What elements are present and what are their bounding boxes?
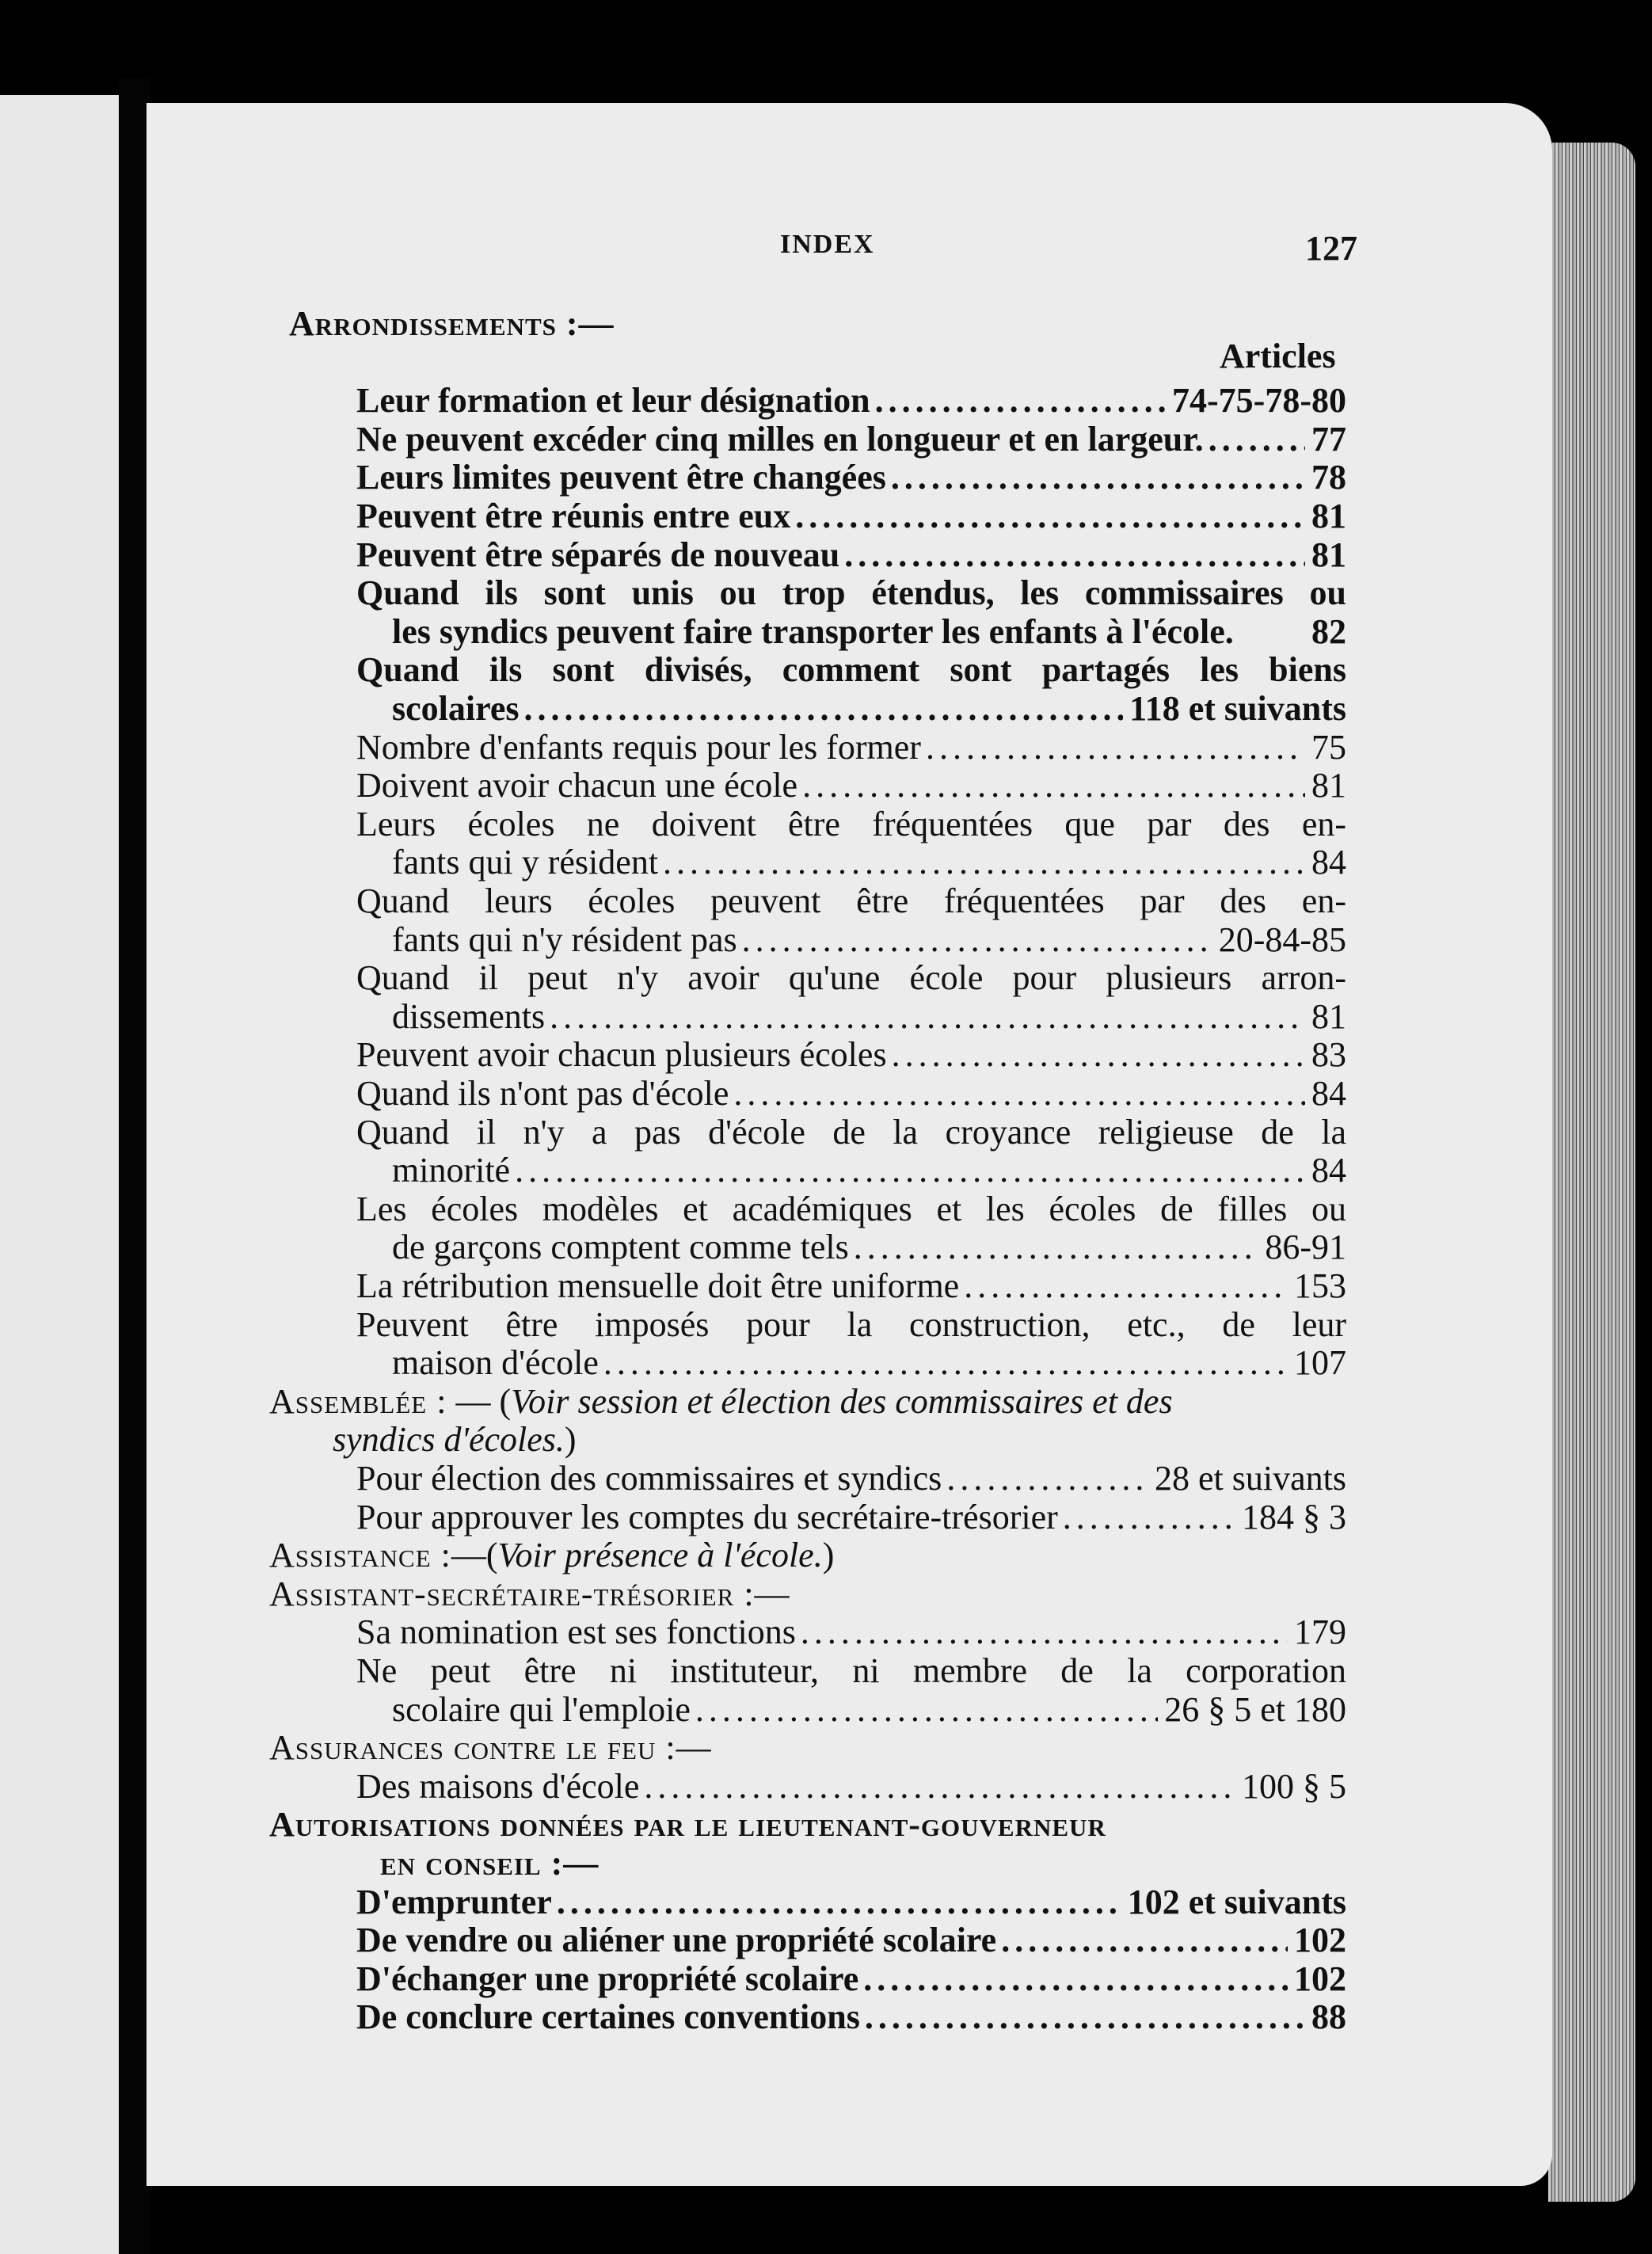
leader-dots	[860, 1998, 1305, 2036]
index-heading: en conseil :—	[380, 1844, 600, 1883]
index-entry	[356, 1613, 1346, 1651]
index-heading: Assistant-secrétaire-trésorier :—	[269, 1574, 790, 1613]
article-reference: 86-91	[1265, 1228, 1346, 1266]
index-entry	[356, 1998, 1346, 2036]
index-entry	[392, 1691, 1346, 1729]
index-entry	[356, 1498, 1346, 1536]
leader-dots	[737, 921, 1212, 959]
entry-label: Ne peuvent excéder cinq milles en longueur et en largeur.	[356, 420, 1204, 459]
index-entry	[392, 1152, 1346, 1190]
index-entry	[392, 613, 1346, 651]
index-entry	[356, 767, 1346, 805]
entry-label: Pour élection des commissaires et syndics	[356, 1459, 942, 1498]
entry-label: D'échanger une propriété scolaire	[356, 1959, 859, 1998]
index-entry	[356, 1960, 1346, 1998]
entry-label: Leur formation et leur désignation	[356, 381, 870, 420]
leader-dots	[921, 729, 1305, 767]
article-reference: 81	[1311, 535, 1346, 574]
index-heading: Arrondissements :—	[289, 304, 615, 343]
leader-dots	[790, 497, 1305, 535]
index-entry	[356, 459, 1346, 497]
page-fore-edge	[1548, 143, 1635, 2202]
facing-page-edge	[0, 95, 119, 2254]
index-entry	[356, 1075, 1346, 1113]
leader-dots	[959, 1267, 1288, 1305]
book-gutter	[119, 79, 150, 2254]
index-text-line: Quand leurs écoles peuvent être fréquentées par des en-	[356, 881, 1346, 920]
index-text-line: Quand ils sont unis ou trop étendus, les commissaires ou	[356, 573, 1346, 612]
article-reference: 179	[1294, 1612, 1346, 1651]
leader-dots	[887, 1036, 1305, 1074]
leader-dots	[870, 382, 1166, 420]
index-text-line: Quand ils sont divisés, comment sont partagés les biens	[356, 650, 1346, 689]
index-heading: Assemblée :	[269, 1382, 447, 1421]
article-reference: 82	[1311, 612, 1346, 651]
index-text-line: Les écoles modèles et académiques et les écoles de filles ou	[356, 1190, 1346, 1228]
leader-dots	[942, 1460, 1148, 1498]
article-reference: 81	[1311, 997, 1346, 1036]
entry-label: les syndics peuvent faire transporter les enfants à l'école.	[392, 612, 1234, 651]
leader-dots	[839, 536, 1305, 574]
reference-suffix: )	[564, 1420, 577, 1459]
index-heading-with-reference	[269, 1536, 834, 1574]
article-reference: 81	[1311, 766, 1346, 805]
leader-dots	[658, 843, 1305, 881]
article-reference: 20-84-85	[1218, 920, 1346, 959]
entry-label: Peuvent être séparés de nouveau	[356, 535, 840, 574]
article-reference: 83	[1311, 1035, 1346, 1074]
index-heading-with-reference	[269, 1383, 1173, 1421]
entry-label: dissements	[392, 997, 546, 1036]
article-reference: 28 et suivants	[1155, 1459, 1346, 1498]
article-reference: 102	[1294, 1959, 1346, 1998]
page-number: 127	[1305, 229, 1357, 268]
see-reference: Voir présence à l'école.	[497, 1536, 823, 1574]
article-reference: 84	[1311, 1151, 1346, 1190]
index-entry	[356, 421, 1346, 459]
entry-label: Leurs limites peuvent être changées	[356, 458, 886, 497]
index-text-line: Ne peut être ni instituteur, ni membre de la corporation	[356, 1651, 1346, 1690]
entry-label: scolaires	[392, 689, 520, 728]
entry-label: Peuvent être réunis entre eux	[356, 497, 791, 535]
article-reference: 88	[1311, 1997, 1346, 2036]
leader-dots	[1204, 421, 1305, 459]
entry-label: maison d'école	[392, 1343, 599, 1382]
index-entry	[356, 729, 1346, 767]
running-head: INDEX	[780, 230, 875, 259]
entry-label: minorité	[392, 1151, 511, 1190]
entry-label: Peuvent avoir chacun plusieurs écoles	[356, 1035, 887, 1074]
reference-suffix: )	[822, 1536, 835, 1574]
index-entry	[392, 921, 1346, 959]
index-entry	[356, 382, 1346, 420]
index-entry	[356, 1460, 1346, 1498]
entry-label: Nombre d'enfants requis pour les former	[356, 728, 921, 767]
leader-dots	[849, 1228, 1259, 1266]
entry-label: fants qui n'y résident pas	[392, 920, 737, 959]
entry-label: scolaire qui l'emploie	[392, 1690, 691, 1729]
index-text-line: Peuvent être imposés pour la construction, etc., de leur	[356, 1305, 1346, 1344]
leader-dots	[796, 1613, 1288, 1651]
index-heading: Autorisations données par le lieutenant-gouverneur	[269, 1805, 1106, 1844]
index-entry	[356, 1883, 1346, 1921]
entry-label: Quand ils n'ont pas d'école	[356, 1074, 729, 1113]
index-entry	[392, 690, 1346, 728]
article-reference: 77	[1311, 420, 1346, 459]
article-reference: 78	[1311, 458, 1346, 497]
index-entry	[356, 1921, 1346, 1959]
index-heading: Assurances contre le feu :—	[269, 1728, 712, 1767]
entry-label: fants qui y résident	[392, 843, 659, 881]
leader-dots	[639, 1768, 1235, 1806]
see-reference: Voir session et élection des commissaires et des	[511, 1382, 1173, 1421]
entry-label: La rétribution mensuelle doit être uniforme	[356, 1266, 960, 1305]
index-entry	[356, 536, 1346, 574]
article-reference: 102 et suivants	[1127, 1883, 1346, 1921]
index-entry	[356, 1768, 1346, 1806]
article-reference: 75	[1311, 728, 1346, 767]
leader-dots	[729, 1075, 1305, 1113]
article-reference: 74-75-78-80	[1172, 381, 1346, 420]
article-reference: 26 § 5 et 180	[1164, 1690, 1346, 1729]
entry-label: Pour approuver les comptes du secrétaire-trésorier	[356, 1498, 1058, 1536]
column-heading: Articles	[1220, 337, 1336, 375]
leader-dots	[1058, 1498, 1235, 1536]
leader-dots	[691, 1691, 1158, 1729]
see-reference: syndics d'écoles.	[333, 1420, 565, 1459]
entry-label: Des maisons d'école	[356, 1767, 640, 1806]
leader-dots	[552, 1883, 1121, 1921]
index-entry	[392, 843, 1346, 881]
article-reference: 100 § 5	[1242, 1767, 1346, 1806]
index-entry	[356, 497, 1346, 535]
leader-dots	[797, 767, 1305, 805]
index-entry	[392, 1228, 1346, 1266]
article-reference: 184 § 3	[1242, 1498, 1346, 1536]
leader-dots	[545, 998, 1305, 1036]
article-reference: 84	[1311, 843, 1346, 881]
index-entry	[392, 998, 1346, 1036]
entry-label: De conclure certaines conventions	[356, 1997, 860, 2036]
entry-label: De vendre ou aliéner une propriété scolaire	[356, 1921, 997, 1959]
leader-dots	[599, 1344, 1288, 1382]
entry-label: de garçons comptent comme tels	[392, 1228, 849, 1266]
index-entry	[356, 1267, 1346, 1305]
article-reference: 84	[1311, 1074, 1346, 1113]
index-heading: Assistance :	[269, 1536, 451, 1574]
index-text-line: Quand il n'y a pas d'école de la croyance religieuse de la	[356, 1113, 1346, 1152]
index-text-line: Quand il peut n'y avoir qu'une école pour plusieurs arron-	[356, 958, 1346, 997]
index-text-line: Leurs écoles ne doivent être fréquentées que par des en-	[356, 805, 1346, 843]
article-reference: 102	[1294, 1921, 1346, 1959]
article-reference: 81	[1311, 497, 1346, 535]
entry-label: Sa nomination est ses fonctions	[356, 1612, 796, 1651]
leader-dots	[858, 1960, 1288, 1998]
entry-label: D'emprunter	[356, 1883, 552, 1921]
leader-dots	[996, 1921, 1288, 1959]
article-reference: 153	[1294, 1266, 1346, 1305]
index-entry	[356, 1036, 1346, 1074]
article-reference: 107	[1294, 1343, 1346, 1382]
reference-prefix: —(	[451, 1536, 498, 1574]
see-reference-continuation	[333, 1421, 577, 1459]
entry-label: Doivent avoir chacun une école	[356, 766, 798, 805]
reference-prefix: — (	[447, 1382, 512, 1421]
leader-dots	[510, 1152, 1305, 1190]
leader-dots	[520, 690, 1124, 728]
leader-dots	[886, 459, 1305, 497]
index-entry	[392, 1344, 1346, 1382]
article-reference: 118 et suivants	[1129, 689, 1346, 728]
